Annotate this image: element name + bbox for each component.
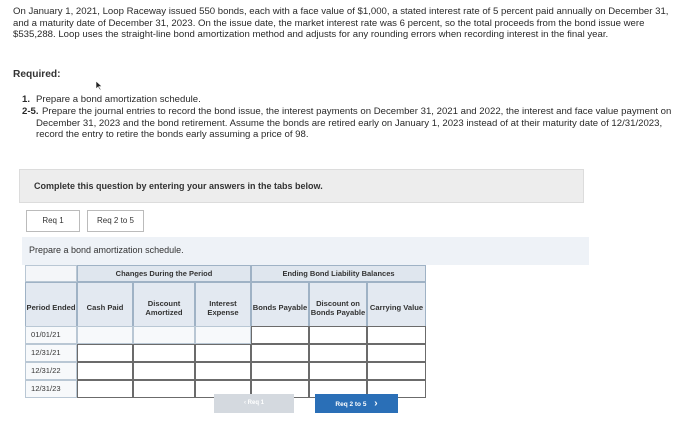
input-bonds-payable-12-31-21[interactable] (251, 344, 309, 362)
col-header-cash-paid: Cash Paid (77, 282, 133, 333)
mouse-cursor-icon (95, 80, 103, 91)
instruction-text: Complete this question by entering your answers in the tabs below. (34, 181, 323, 191)
task-text: Prepare the journal entries to record the bond issue, the interest payments on December 31, 2021 and 2022, the interest and face value payment on December 31, 2023 and the bond retirement. Assume the bonds are retired early on January 1, 2023 instead of at their maturity date of 12/31/2023, record the entry to retire the bonds early assuming a price of 98. (36, 106, 672, 141)
col-header-period: Period Ended (25, 282, 77, 333)
task-item (22, 94, 672, 105)
sheet-title: Prepare a bond amortization schedule. (29, 245, 184, 255)
input-cash-paid-12-31-22[interactable] (77, 362, 133, 380)
input-discount-12-31-22[interactable] (309, 362, 367, 380)
chevron-left-icon: ‹ (243, 400, 246, 406)
input-cash-paid-12-31-23[interactable] (77, 380, 133, 398)
input-bonds-payable-12-31-22[interactable] (251, 362, 309, 380)
problem-statement: On January 1, 2021, Loop Raceway issued 550 bonds, each with a face value of $1,000, a stated interest rate of 5 percent paid annually on December 31, and a maturity date of December 31, 2023. On the issue date, the market interest rate was 6 percent, so the total proceeds from the bond issue were $535,288. Loop uses the straight-line bond amortization method and adjusts for any rounding errors when recording interest in the final year. (13, 6, 669, 41)
input-bonds-payable-01-01-21[interactable] (251, 326, 309, 344)
task-number: 2-5. (22, 106, 39, 118)
task-item (22, 106, 672, 140)
col-header-interest-expense: Interest Expense (195, 282, 251, 333)
chevron-right-icon: › (374, 398, 378, 409)
period-cell: 12/31/21 (25, 344, 77, 362)
tab-req-2-to-5[interactable]: Req 2 to 5 (87, 210, 144, 232)
period-cell: 01/01/21 (25, 326, 77, 344)
table-cell-empty (77, 326, 133, 344)
group-header-ending: Ending Bond Liability Balances (251, 265, 426, 282)
input-interest-expense-12-31-22[interactable] (195, 362, 251, 380)
input-carrying-value-12-31-22[interactable] (367, 362, 426, 380)
input-discount-amortized-12-31-22[interactable] (133, 362, 195, 380)
group-header-blank (25, 265, 77, 282)
input-discount-amortized-12-31-23[interactable] (133, 380, 195, 398)
period-cell: 12/31/23 (25, 380, 77, 398)
tab-req-1[interactable]: Req 1 (26, 210, 80, 232)
col-header-carrying-value: Carrying Value (367, 282, 426, 333)
input-discount-amortized-12-31-21[interactable] (133, 344, 195, 362)
table-cell-empty (133, 326, 195, 344)
required-task-list (22, 94, 672, 142)
task-number: 1. (22, 94, 31, 105)
input-discount-12-31-21[interactable] (309, 344, 367, 362)
col-header-bonds-payable: Bonds Payable (251, 282, 309, 333)
next-button[interactable] (315, 394, 398, 413)
period-cell: 12/31/22 (25, 362, 77, 380)
col-header-discount-on-bonds: Discount on Bonds Payable (309, 282, 367, 333)
required-heading: Required: (13, 69, 61, 80)
prev-button-label: Req 1 (247, 400, 264, 406)
group-header-changes: Changes During the Period (77, 265, 251, 282)
next-button-label: Req 2 to 5 (335, 401, 367, 408)
instruction-bar (19, 169, 584, 203)
input-carrying-value-01-01-21[interactable] (367, 326, 426, 344)
task-text: Prepare a bond amortization schedule. (36, 94, 201, 105)
input-discount-01-01-21[interactable] (309, 326, 367, 344)
col-header-discount-amortized: Discount Amortized (133, 282, 195, 333)
prev-button[interactable] (214, 394, 294, 413)
input-interest-expense-12-31-21[interactable] (195, 344, 251, 362)
input-carrying-value-12-31-21[interactable] (367, 344, 426, 362)
table-cell-empty (195, 326, 251, 344)
input-cash-paid-12-31-21[interactable] (77, 344, 133, 362)
